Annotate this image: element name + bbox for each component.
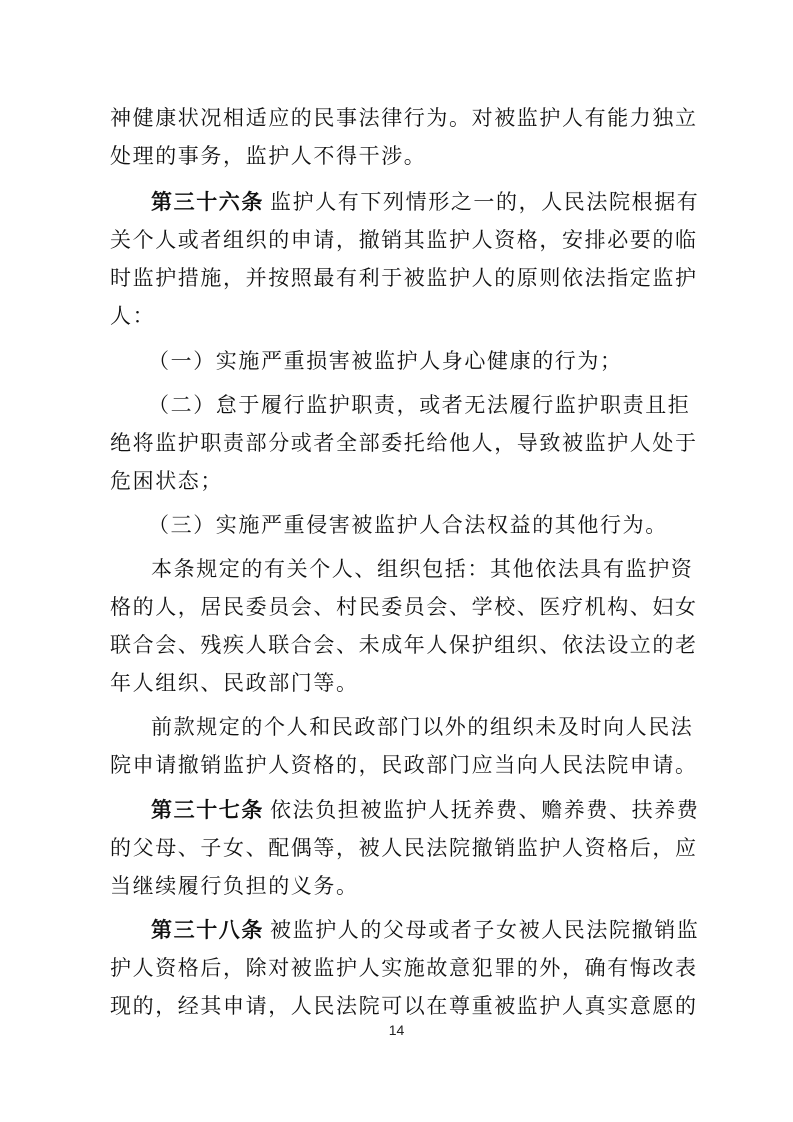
text-line: 人： (110, 304, 156, 328)
article-heading: 第三十七条 (151, 797, 264, 822)
paragraph-first-line: 前款规定的个人和民政部门以外的组织未及时向人民法 (151, 715, 694, 739)
text-line: 神健康状况相适应的民事法律行为。对被监护人有能力独立 (110, 106, 698, 130)
article-37-first-line (151, 791, 700, 829)
article-text: 监护人有下列情形之一的，人民法院根据有 (270, 190, 700, 214)
paragraph-first-line: 本条规定的有关个人、组织包括：其他依法具有监护资 (151, 557, 694, 581)
text-line: 年人组织、民政部门等。 (110, 671, 359, 695)
text-line: 联合会、残疾人联合会、未成年人保护组织、依法设立的老 (110, 633, 698, 657)
list-item-3: （三）实施严重侵害被监护人合法权益的其他行为。 (148, 513, 668, 537)
text-line: 危困状态； (110, 469, 223, 493)
article-heading: 第三十六条 (151, 189, 264, 214)
text-line: 护人资格后，除对被监护人实施故意犯罪的外，确有悔改表 (110, 956, 698, 980)
text-line: 的父母、子女、配偶等，被人民法院撤销监护人资格后，应 (110, 836, 698, 860)
list-item-1: （一）实施严重损害被监护人身心健康的行为； (148, 349, 623, 373)
text-line: 现的，经其申请，人民法院可以在尊重被监护人真实意愿的 (110, 994, 698, 1018)
page-number: 14 (388, 1022, 405, 1038)
text-line: 关个人或者组织的申请，撤销其监护人资格，安排必要的临 (110, 228, 698, 252)
text-line: 时监护措施，并按照最有利于被监护人的原则依法指定监护 (110, 266, 698, 290)
article-text: 被监护人的父母或者子女被人民法院撤销监 (270, 918, 700, 942)
text-line: 绝将监护职责部分或者全部委托给他人，导致被监护人处于 (110, 431, 698, 455)
article-36-first-line (151, 183, 700, 221)
article-38-first-line (151, 911, 700, 949)
list-item-2: （二）怠于履行监护职责，或者无法履行监护职责且拒 (148, 393, 691, 417)
text-line: 院申请撤销监护人资格的，民政部门应当向人民法院申请。 (110, 753, 698, 777)
text-line: 处理的事务，监护人不得干涉。 (110, 144, 427, 168)
article-heading: 第三十八条 (151, 917, 264, 942)
article-text: 依法负担被监护人抚养费、赡养费、扶养费 (270, 798, 700, 822)
text-line: 格的人，居民委员会、村民委员会、学校、医疗机构、妇女 (110, 595, 698, 619)
text-line: 当继续履行负担的义务。 (110, 874, 359, 898)
